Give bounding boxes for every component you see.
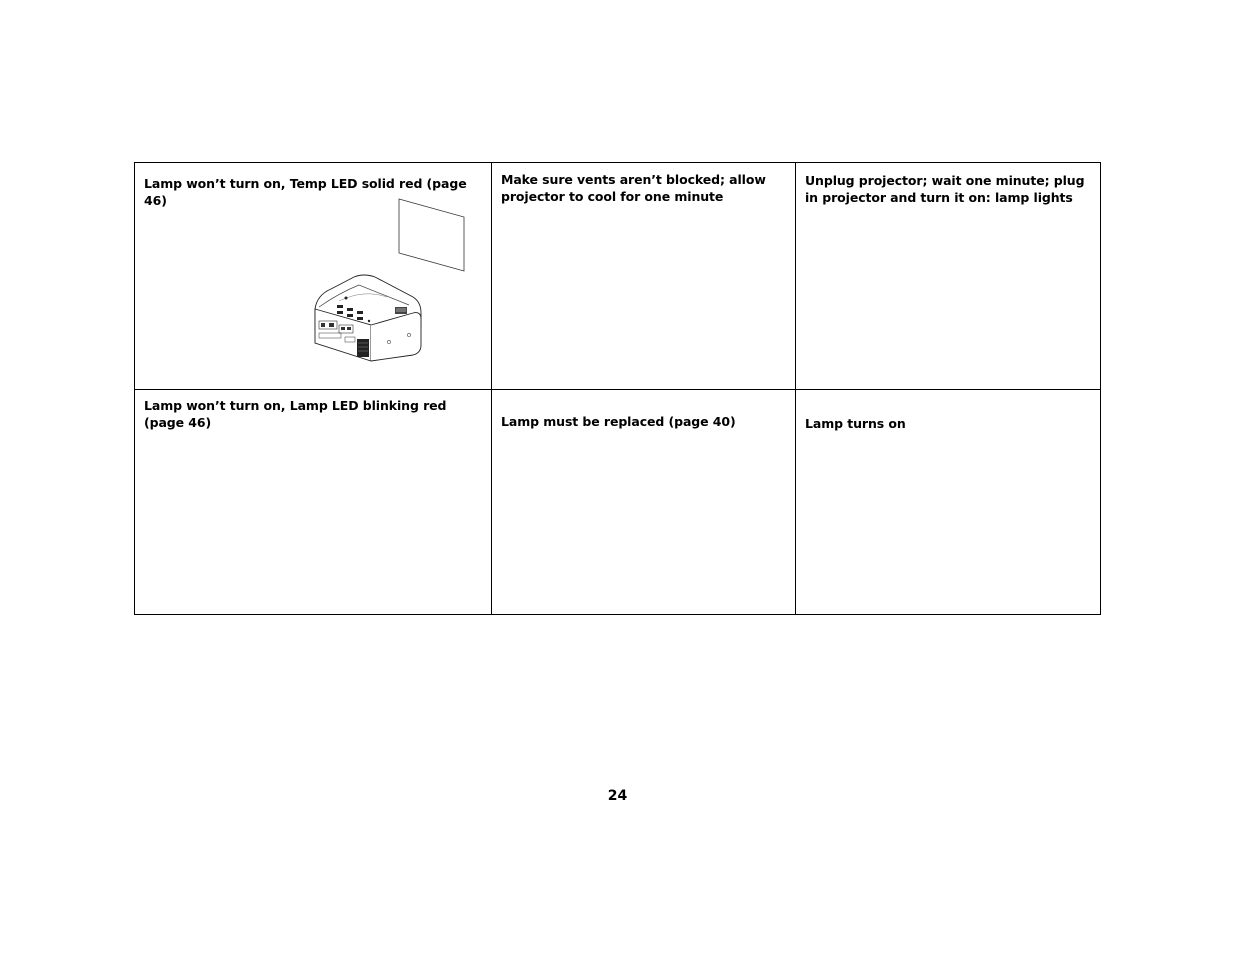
solution-text: Make sure vents aren’t blocked; allow projector to cool for one minute [501, 172, 766, 204]
troubleshooting-table [134, 162, 1101, 615]
solution-cell [492, 163, 796, 389]
result-text: Lamp turns on [805, 416, 906, 431]
problem-text: Lamp won’t turn on, Temp LED solid red (page 46) [144, 176, 467, 208]
problem-text: Lamp won’t turn on, Lamp LED blinking red (page 46) [144, 398, 447, 430]
solution-cell [492, 390, 796, 614]
result-cell [796, 163, 1100, 389]
result-text: Unplug projector; wait one minute; plug in projector and turn it on: lamp lights [805, 173, 1085, 205]
page-number: 24 [607, 788, 628, 804]
result-cell [796, 390, 1100, 614]
problem-cell [135, 163, 492, 389]
table-row [135, 163, 1100, 390]
problem-cell [135, 390, 492, 614]
solution-text: Lamp must be replaced (page 40) [501, 414, 736, 429]
projector-with-screen-illustration [309, 197, 469, 367]
table-row [135, 390, 1100, 614]
